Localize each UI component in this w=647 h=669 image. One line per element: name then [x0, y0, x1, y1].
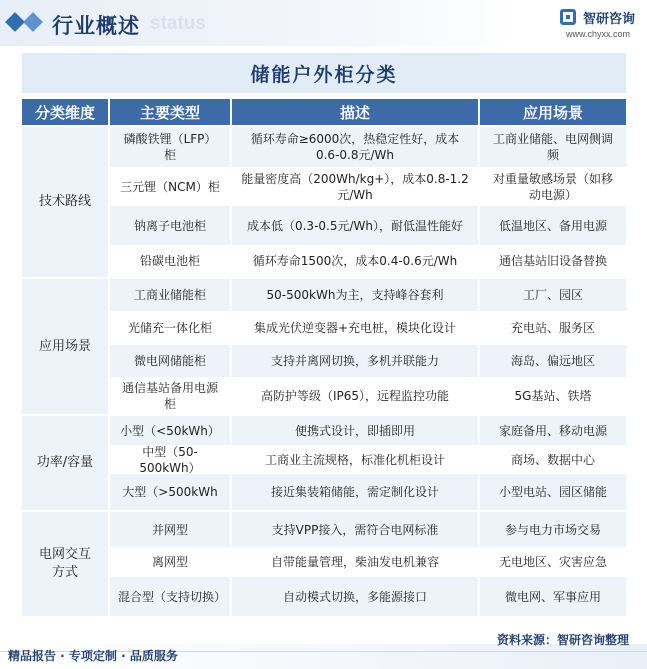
- type-cell: 大型（>500kWh: [110, 474, 230, 510]
- category-cell: 技术路线: [22, 127, 108, 277]
- description-cell: 集成光伏逆变器+充电桩，模块化设计: [253, 321, 457, 335]
- table-title: 储能户外柜分类: [22, 53, 626, 93]
- scenario-cell: 微电网、军事应用: [480, 577, 626, 616]
- brand-name: 智研咨询: [583, 12, 636, 27]
- type-cell: 光储充一体化柜: [127, 321, 212, 335]
- source-note: 资料来源：智研咨询整理: [497, 633, 630, 647]
- scenario-cell: 无电地区、灾害应急: [498, 555, 607, 569]
- section-title: 行业概述: [52, 14, 140, 38]
- scenario-cell: 商场、数据中心: [510, 452, 595, 467]
- scenario-cell: 家庭备用、移动电源: [480, 416, 626, 445]
- type-cell: 工商业储能柜: [110, 279, 230, 311]
- classification-table: [22, 53, 626, 625]
- description-cell: 支持并离网切换，多机并联能力: [232, 345, 478, 377]
- description-cell: 50-500kWh为主，支持峰谷套利: [232, 279, 478, 311]
- watermark-text: status: [150, 13, 206, 34]
- scenario-cell: 工厂、园区: [480, 279, 626, 311]
- page-header: [0, 0, 647, 46]
- description-cell: 支持VPP接入，需符合电网标准: [232, 512, 478, 547]
- type-cell: 并网型: [110, 512, 230, 547]
- type-cell: 钠离子电池柜: [110, 206, 230, 245]
- scenario-cell: 5G基站、铁塔: [514, 388, 592, 403]
- type-cell: 小型（<50kWh）: [110, 416, 230, 445]
- description-cell: 工商业主流规格，标准化机柜设计: [264, 452, 445, 467]
- description-cell: 高防护等级（IP65），远程监控功能: [260, 388, 450, 403]
- scenario-cell: 参与电力市场交易: [480, 512, 626, 547]
- column-header: 分类维度: [22, 99, 108, 125]
- type-cell: 通信基站备用电源柜: [121, 380, 218, 411]
- scenario-cell: 小型电站、园区储能: [480, 474, 626, 510]
- type-cell: 微电网储能柜: [110, 345, 230, 377]
- type-cell: 混合型（支持切换）: [110, 577, 230, 616]
- type-cell: 铅碳电池柜: [139, 254, 200, 268]
- scenario-cell: 对重量敏感场景（如移动电源）: [492, 171, 613, 202]
- column-header: 主要类型: [110, 99, 230, 125]
- scenario-cell: 海岛、偏远地区: [480, 345, 626, 377]
- scenario-cell: 低温地区、备用电源: [480, 206, 626, 245]
- description-cell: 自带能量管理，柴油发电机兼容: [270, 555, 439, 569]
- column-header: 描述: [232, 99, 478, 125]
- description-cell: 成本低（0.3-0.5元/Wh），耐低温性能好: [232, 206, 478, 245]
- scenario-cell: 充电站、服务区: [510, 321, 595, 335]
- description-cell: 便携式设计，即插即用: [232, 416, 478, 445]
- description-cell: 循环寿命1500次，成本0.4-0.6元/Wh: [252, 254, 458, 268]
- category-cell: 功率/容量: [22, 416, 108, 510]
- scenario-cell: 工商业储能、电网侧调频: [480, 127, 626, 167]
- scenario-cell: 通信基站旧设备替换: [498, 254, 607, 268]
- description-cell: 接近集装箱储能，需定制化设计: [232, 474, 478, 510]
- column-header: 应用场景: [480, 99, 626, 125]
- type-cell: 磷酸铁锂（LFP）柜: [110, 127, 230, 167]
- description-cell: 循环寿命≥6000次，热稳定性好，成本0.6-0.8元/Wh: [232, 127, 478, 167]
- type-cell: 中型（50-500kWh）: [139, 444, 201, 475]
- description-cell: 能量密度高（200Wh/kg+），成本0.8-1.2元/Wh: [241, 171, 469, 202]
- category-cell: 应用场景: [22, 279, 108, 414]
- brand-url: www.chyxx.com: [566, 29, 631, 39]
- type-cell: 离网型: [151, 555, 188, 569]
- description-cell: 自动模式切换，多能源接口: [232, 577, 478, 616]
- type-cell: 三元锂（NCM）柜: [120, 179, 220, 194]
- footer-slogan: 精品报告 · 专项定制 · 品质服务: [8, 649, 178, 663]
- category-cell: 电网交互方式: [22, 512, 108, 616]
- brand-logo-icon: [560, 9, 576, 25]
